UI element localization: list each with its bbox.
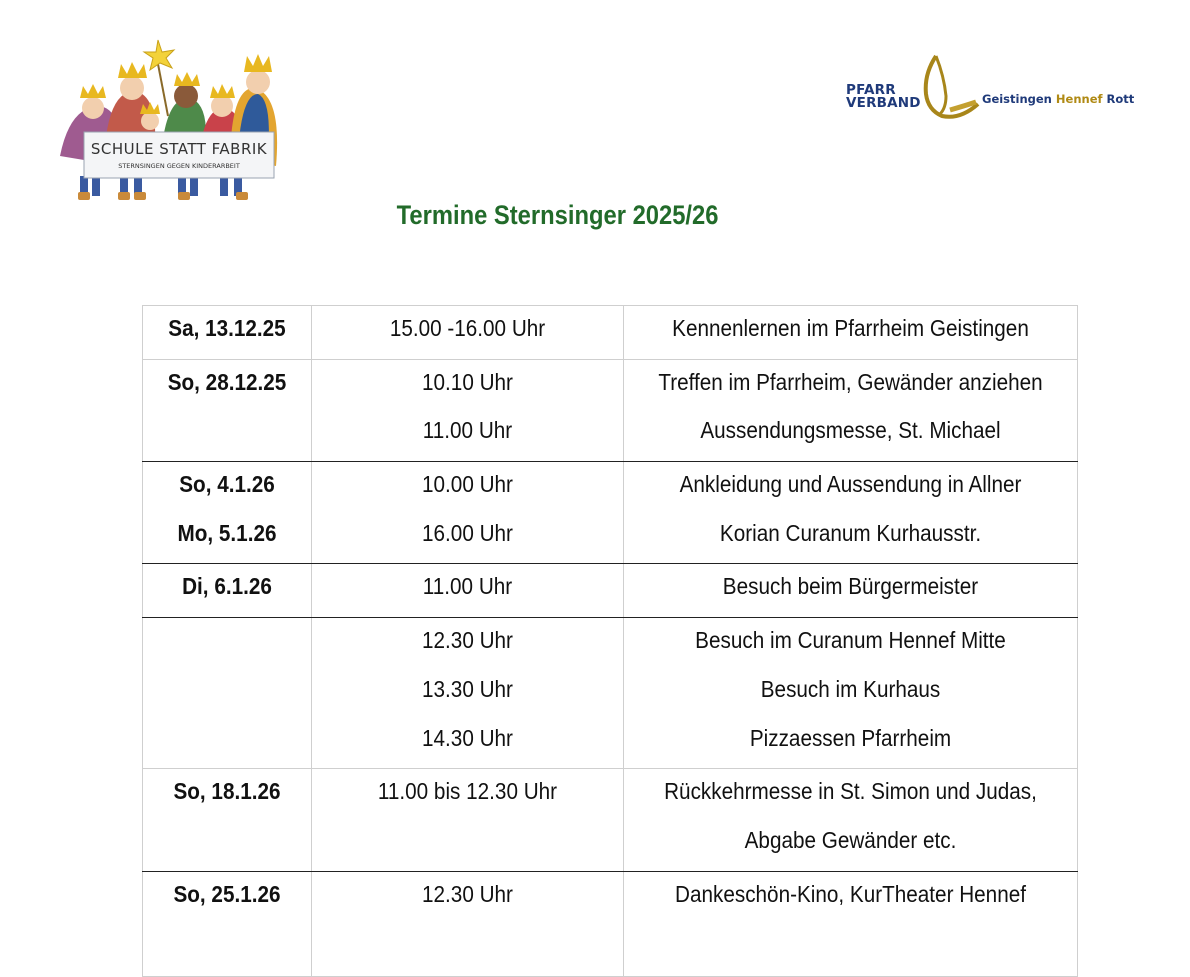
- time-cell: [311, 769, 623, 870]
- event-text: Korian Curanum Kurhausstr.: [719, 519, 982, 546]
- event-cell: [623, 564, 1078, 617]
- time-text: 12.30 Uhr: [422, 627, 513, 654]
- time-text: 13.30 Uhr: [422, 675, 513, 702]
- date-text: [151, 720, 302, 769]
- event-text: Rückkehrmesse in St. Simon und Judas,: [664, 778, 1037, 805]
- page-title: Termine Sternsinger 2025/26: [396, 200, 719, 230]
- event-text: Besuch im Kurhaus: [760, 675, 941, 702]
- table-row: [142, 461, 1078, 563]
- date-text: [151, 671, 302, 720]
- time-cell: [311, 618, 623, 768]
- date-text: So, 25.1.26: [173, 880, 281, 907]
- table-row: [142, 305, 1078, 359]
- leaf-icon: [920, 54, 982, 120]
- date-text: [151, 622, 302, 671]
- event-text: Ankleidung und Aussendung in Allner: [679, 471, 1022, 498]
- pfarrverband-wordmark: PFARR VERBAND: [846, 82, 921, 111]
- time-text: 11.00 bis 12.30 Uhr: [377, 778, 558, 805]
- time-cell: [311, 462, 623, 563]
- event-text: Aussendungsmesse, St. Michael: [700, 417, 1001, 444]
- date-text: [151, 822, 302, 871]
- event-text: Pizzaessen Pfarrheim: [749, 724, 952, 751]
- time-cell: [311, 360, 623, 461]
- time-text: 16.00 Uhr: [422, 519, 513, 546]
- event-text: Treffen im Pfarrheim, Gewänder anziehen: [658, 368, 1043, 395]
- time-cell: [311, 564, 623, 617]
- table-row: [142, 617, 1078, 768]
- date-text: [151, 924, 302, 973]
- banner-title: SCHULE STATT FABRIK: [90, 140, 268, 158]
- time-text: 12.30 Uhr: [422, 880, 513, 907]
- date-text: So, 18.1.26: [173, 778, 281, 805]
- time-text: [328, 924, 608, 973]
- date-text: Di, 6.1.26: [182, 573, 272, 600]
- event-text: Dankeschön-Kino, KurTheater Hennef: [675, 880, 1026, 907]
- time-text: [328, 822, 608, 871]
- event-text: Besuch im Curanum Hennef Mitte: [695, 627, 1006, 654]
- time-text: 10.10 Uhr: [422, 368, 513, 395]
- time-cell: [311, 872, 623, 976]
- event-cell: [623, 306, 1078, 359]
- event-text: [647, 924, 1055, 973]
- time-text: 14.30 Uhr: [422, 724, 513, 751]
- event-text: Abgabe Gewänder etc.: [744, 826, 957, 853]
- sternsinger-campaign-logo: [50, 36, 286, 208]
- time-text: 10.00 Uhr: [422, 471, 513, 498]
- date-cell: [142, 564, 311, 617]
- date-cell: [142, 306, 311, 359]
- table-row: [142, 359, 1078, 461]
- schedule-table: [142, 305, 1078, 977]
- parish-places: Geistingen Hennef Rott: [982, 92, 1135, 106]
- time-text: 11.00 Uhr: [422, 417, 513, 444]
- date-text: So, 4.1.26: [179, 471, 275, 498]
- table-row: [142, 563, 1078, 617]
- date-cell: [142, 769, 311, 870]
- date-text: Sa, 13.12.25: [168, 315, 286, 341]
- date-text: [151, 412, 302, 461]
- date-cell: [142, 872, 311, 976]
- event-cell: [623, 360, 1078, 461]
- event-cell: [623, 618, 1078, 768]
- date-cell: [142, 618, 311, 768]
- event-cell: [623, 462, 1078, 563]
- event-cell: [623, 872, 1078, 976]
- event-cell: [623, 769, 1078, 870]
- date-text: So, 28.12.25: [167, 368, 287, 395]
- time-cell: [311, 306, 623, 359]
- date-cell: [142, 360, 311, 461]
- pfarrverband-logo: [846, 54, 1135, 124]
- table-row: [142, 768, 1078, 870]
- banner-subtitle: STERNSINGEN GEGEN KINDERARBEIT: [118, 162, 240, 170]
- event-text: Kennenlernen im Pfarrheim Geistingen: [672, 315, 1029, 341]
- time-text: 15.00 -16.00 Uhr: [389, 315, 546, 341]
- time-text: 11.00 Uhr: [422, 573, 513, 600]
- event-text: Besuch beim Bürgermeister: [722, 573, 979, 600]
- date-cell: [142, 462, 311, 563]
- date-text: Mo, 5.1.26: [177, 519, 277, 546]
- table-row: [142, 871, 1078, 977]
